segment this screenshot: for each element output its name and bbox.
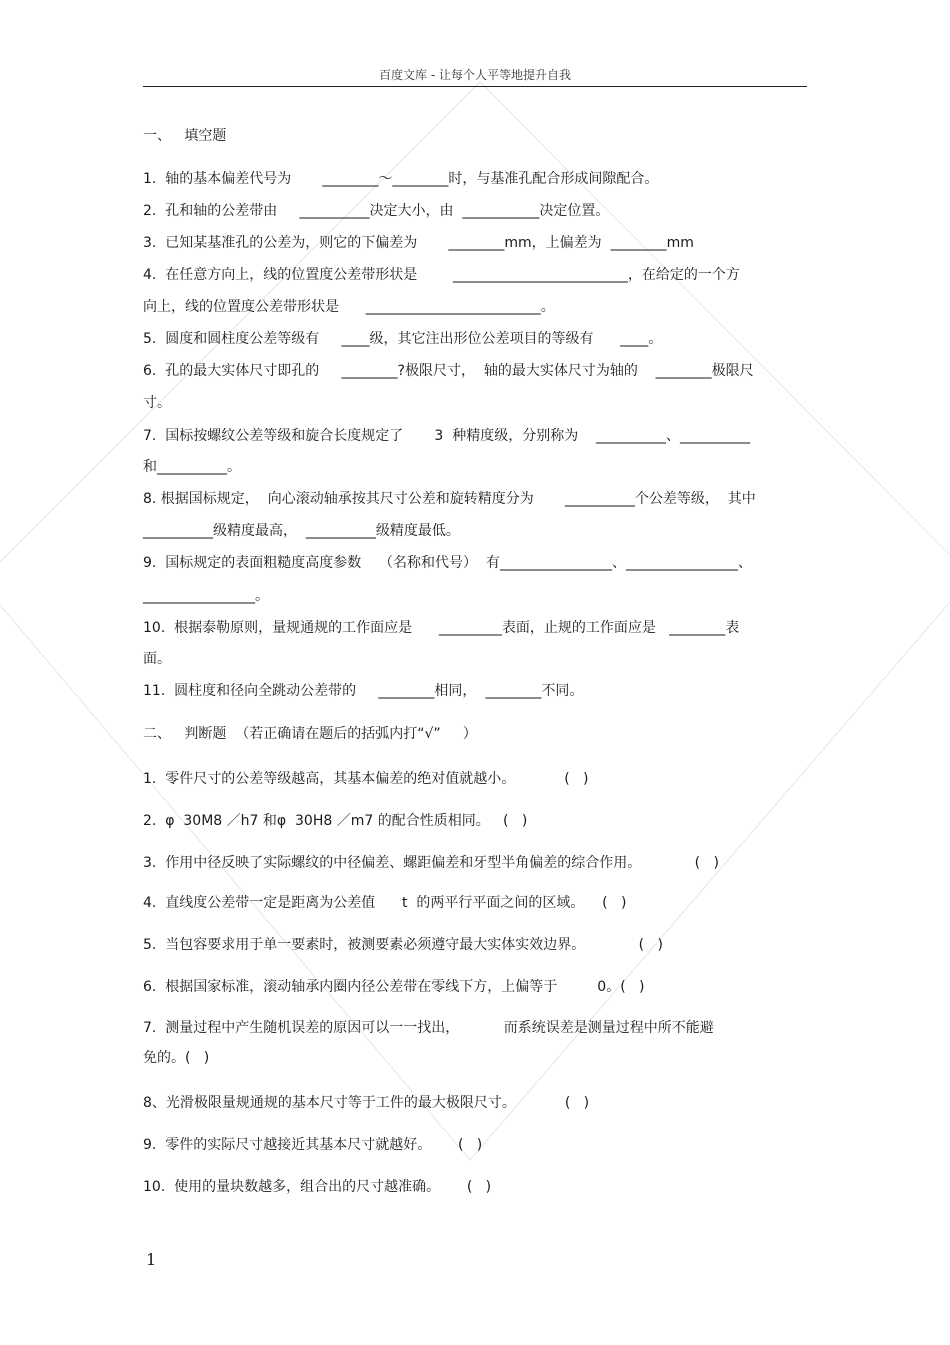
question-line: 向上，线的位置度公差带形状是 _________________________。 — [143, 299, 555, 315]
question-line: __________级精度最高， __________级精度最低。 — [143, 523, 460, 539]
question-line: 3. 作用中径反映了实际螺纹的中径偏差、螺距偏差和牙型半角偏差的综合作用。 ( ) — [143, 855, 719, 871]
question-line: 4. 在任意方向上，线的位置度公差带形状是 _________________________，在给定的一个方 — [143, 267, 740, 283]
question-line: 10. 根据泰勒原则，量规通规的工作面应是 _________表面，止规的工作面应是 ________表 — [143, 620, 740, 636]
page-header: 百度文库 - 让每个人平等地提升自我 — [379, 68, 571, 82]
question-line: 1. 零件尺寸的公差等级越高，其基本偏差的绝对值就越小。 ( ) — [143, 771, 589, 787]
section-heading-true-false: 二、 判断题 （若正确请在题后的括弧内打“√” ） — [143, 726, 477, 742]
question-line: 面。 — [143, 651, 171, 667]
question-line: 6. 孔的最大实体尺寸即孔的 ________?极限尺寸， 轴的最大实体尺寸为轴的 ________极限尺 — [143, 363, 754, 379]
question-line: 9. 国标规定的表面粗糙度高度参数 （名称和代号） 有________________、________________、 — [143, 555, 752, 571]
question-line: 8. 根据国标规定， 向心滚动轴承按其尺寸公差和旋转精度分为 __________个公差等级， 其中 — [143, 491, 756, 507]
question-line: 4. 直线度公差带一定是距离为公差值 t 的两平行平面之间的区域。 ( ) — [143, 895, 627, 911]
question-line: 2. 孔和轴的公差带由 __________决定大小，由 ___________决定位置。 — [143, 203, 610, 219]
question-line: 11. 圆柱度和径向全跳动公差带的 ________相同， ________不同。 — [143, 683, 584, 699]
question-line: 寸。 — [143, 395, 171, 411]
question-line: 8、光滑极限量规通规的基本尺寸等于工件的最大极限尺寸。 ( ) — [143, 1095, 590, 1111]
question-line: ________________。 — [143, 588, 269, 604]
question-line: 免的。( ) — [143, 1050, 210, 1066]
question-line: 6. 根据国家标准，滚动轴承内圈内径公差带在零线下方，上偏等于 0。( ) — [143, 979, 645, 995]
question-line: 7. 测量过程中产生随机误差的原因可以一一找出， 而系统误差是测量过程中所不能避 — [143, 1020, 714, 1036]
question-line: 和__________。 — [143, 459, 241, 475]
question-line: 3. 已知某基准孔的公差为，则它的下偏差为 ________mm，上偏差为 ________mm — [143, 235, 694, 251]
question-line: 2. φ 30M8 ／h7 和φ 30H8 ／m7 的配合性质相同。 ( ) — [143, 813, 528, 829]
question-line: 7. 国标按螺纹公差等级和旋合长度规定了 3 种精度级，分别称为 __________、__________ — [143, 428, 751, 444]
question-line: 10. 使用的量块数越多，组合出的尺寸越准确。 ( ) — [143, 1179, 492, 1195]
question-line: 9. 零件的实际尺寸越接近其基本尺寸就越好。 ( ) — [143, 1137, 483, 1153]
question-line: 1. 轴的基本偏差代号为 ________～________时，与基准孔配合形成间隙配合。 — [143, 171, 659, 187]
header-divider — [143, 86, 807, 87]
section-heading-fill-in-blank: 一、 填空题 — [143, 128, 227, 144]
question-line: 5. 圆度和圆柱度公差等级有 ____级，其它注出形位公差项目的等级有 ____。 — [143, 331, 663, 347]
page-number: 1 — [146, 1250, 157, 1269]
question-line: 5. 当包容要求用于单一要素时，被测要素必须遵守最大实体实效边界。 ( ) — [143, 937, 663, 953]
